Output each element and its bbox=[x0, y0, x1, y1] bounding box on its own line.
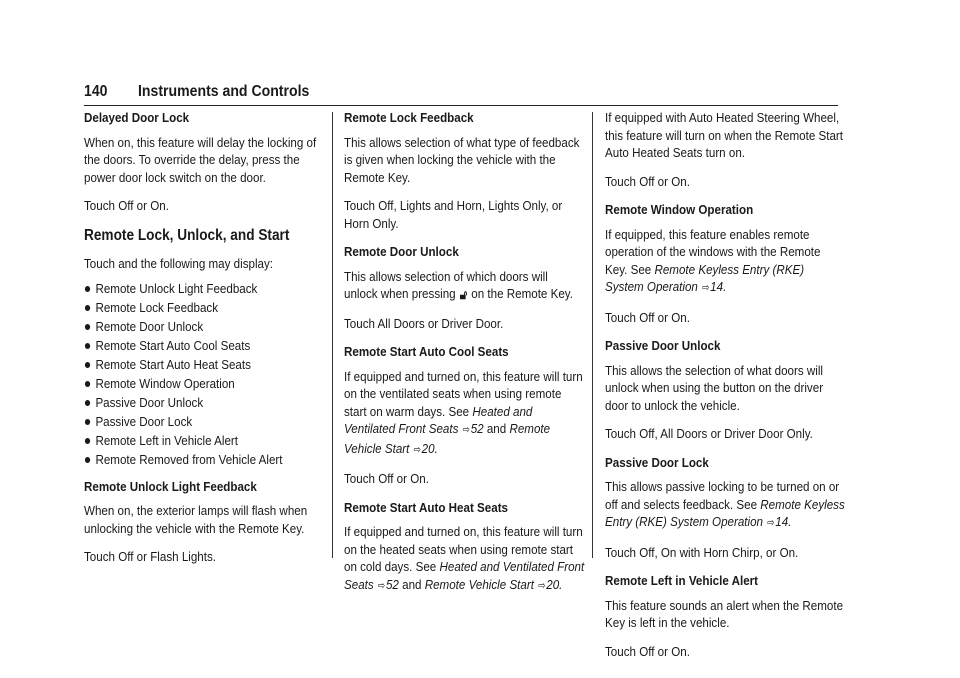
list-item: Remote Door Unlock bbox=[84, 318, 324, 336]
bullet-icon bbox=[85, 457, 90, 463]
list-item: Passive Door Lock bbox=[84, 413, 324, 431]
remote-door-unlock-heading: Remote Door Unlock bbox=[344, 244, 459, 259]
page-reference[interactable]: 52 bbox=[470, 421, 484, 436]
page-header bbox=[84, 83, 838, 106]
remote-door-unlock-body: This allows selection of which doors will unlock when pressing 🔓︎ on the Remote Key. bbox=[344, 268, 573, 302]
bullet-icon bbox=[85, 438, 90, 444]
cross-reference-link[interactable]: Heated and Ventilated Front Seats bbox=[344, 559, 585, 592]
auto-heat-seats-heading: Remote Start Auto Heat Seats bbox=[344, 499, 509, 515]
list-item: Remote Unlock Light Feedback bbox=[84, 280, 324, 298]
auto-cool-seats-body: If equipped and turned on, this feature will turn on the ventilated seats when using remote start on warm days. See Heated and Ventilated Front Seats ⇨52 and Remote Vehicle Start ⇨20. bbox=[344, 368, 583, 456]
unlock-key-icon: 🔓︎ bbox=[459, 287, 468, 302]
delayed-door-lock-heading: Delayed Door Lock bbox=[84, 110, 190, 125]
bullet-icon bbox=[85, 305, 90, 311]
bullet-icon bbox=[85, 343, 90, 349]
page-number: 140 bbox=[84, 83, 108, 100]
page-arrow-icon: ⇨ bbox=[767, 517, 775, 529]
delayed-door-lock-body: When on, this feature will delay the locking of the doors. To override the delay, press the power door lock switch on the door. bbox=[84, 134, 317, 185]
column-divider bbox=[332, 112, 333, 558]
list-item: Remote Lock Feedback bbox=[84, 299, 324, 317]
auto-cool-seats-heading: Remote Start Auto Cool Seats bbox=[344, 344, 509, 359]
page-reference[interactable]: 52 bbox=[385, 576, 399, 592]
list-item: Remote Start Auto Heat Seats bbox=[84, 356, 324, 374]
section-intro: Touch and the following may display: bbox=[84, 255, 274, 271]
remote-unlock-light-feedback-heading: Remote Unlock Light Feedback bbox=[84, 478, 257, 494]
left-in-vehicle-alert-heading: Remote Left in Vehicle Alert bbox=[605, 573, 759, 588]
list-item: Remote Removed from Vehicle Alert bbox=[84, 451, 324, 469]
list-item: Passive Door Unlock bbox=[84, 394, 324, 412]
passive-door-unlock-heading: Passive Door Unlock bbox=[605, 338, 721, 353]
cross-reference-link[interactable]: Remote Keyless Entry (RKE) System Operation bbox=[605, 261, 805, 294]
remote-lock-feedback-body: This allows selection of what type of feedback is given when locking the vehicle with the Remote Key. bbox=[344, 134, 580, 185]
page-arrow-icon: ⇨ bbox=[462, 424, 470, 436]
page-reference[interactable]: 20. bbox=[546, 576, 563, 592]
bullet-icon bbox=[85, 324, 90, 330]
cross-reference-link[interactable]: Remote Keyless Entry (RKE) System Operation bbox=[605, 496, 845, 529]
passive-door-unlock-body: This allows the selection of what doors will unlock when using the button on the driver door to unlock the vehicle. bbox=[605, 362, 824, 413]
page-reference[interactable]: 14. bbox=[775, 514, 792, 529]
heated-steering-options: Touch Off or On. bbox=[605, 173, 690, 189]
column-middle bbox=[344, 109, 584, 606]
remote-window-operation-options: Touch Off or On. bbox=[605, 309, 690, 325]
column-left bbox=[84, 109, 324, 577]
remote-unlock-light-feedback-body: When on, the exterior lamps will flash when unlocking the vehicle with the Remote Key. bbox=[84, 503, 308, 536]
cross-reference-link[interactable]: Heated and Ventilated Front Seats bbox=[344, 403, 533, 436]
left-in-vehicle-alert-body: This feature sounds an alert when the Remote Key is left in the vehicle. bbox=[605, 597, 844, 630]
page-arrow-icon: ⇨ bbox=[413, 443, 421, 456]
heated-steering-body: If equipped with Auto Heated Steering Wheel, this feature will turn on when the Remote Start Auto Heated Seats turn on. bbox=[605, 110, 844, 160]
page-arrow-icon: ⇨ bbox=[538, 579, 546, 592]
bullet-icon bbox=[85, 362, 90, 368]
cross-reference-link[interactable]: Remote Vehicle Start bbox=[344, 421, 551, 456]
remote-door-unlock-options: Touch All Doors or Driver Door. bbox=[344, 315, 504, 331]
list-item: Remote Window Operation bbox=[84, 375, 324, 393]
remote-unlock-light-feedback-options: Touch Off or Flash Lights. bbox=[84, 549, 217, 564]
delayed-door-lock-options: Touch Off or On. bbox=[84, 198, 169, 213]
remote-lock-feedback-heading: Remote Lock Feedback bbox=[344, 110, 474, 125]
column-right bbox=[605, 109, 845, 671]
page-arrow-icon: ⇨ bbox=[377, 579, 386, 592]
auto-cool-seats-options: Touch Off or On. bbox=[344, 471, 429, 486]
remote-window-operation-body: If equipped, this feature enables remote operation of the windows with the Remote Key. See Remote Keyless Entry (RKE) System Operation ⇨14. bbox=[605, 226, 821, 294]
list-item: Remote Left in Vehicle Alert bbox=[84, 432, 324, 450]
bullet-icon bbox=[85, 419, 90, 425]
page-reference[interactable]: 20. bbox=[421, 440, 438, 456]
chapter-title: Instruments and Controls bbox=[138, 83, 310, 100]
column-divider bbox=[592, 112, 593, 558]
auto-heat-seats-body: If equipped and turned on, this feature will turn on the heated seats when using remote start on cold days. See Heated and Ventilated Front Seats ⇨52 and Remote Vehicle Start ⇨20. bbox=[344, 524, 585, 592]
page-reference[interactable]: 14. bbox=[710, 279, 727, 294]
section-heading: Remote Lock, Unlock, and Start bbox=[84, 226, 290, 244]
feature-list bbox=[84, 280, 324, 469]
bullet-icon bbox=[85, 286, 90, 292]
remote-window-operation-heading: Remote Window Operation bbox=[605, 202, 754, 217]
page-arrow-icon: ⇨ bbox=[701, 282, 710, 294]
bullet-icon bbox=[85, 400, 90, 406]
passive-door-lock-options: Touch Off, On with Horn Chirp, or On. bbox=[605, 544, 799, 560]
cross-reference-link[interactable]: Remote Vehicle Start bbox=[424, 576, 534, 592]
bullet-icon bbox=[85, 381, 90, 387]
passive-door-lock-body: This allows passive locking to be turned on or off and selects feedback. See Remote Keyless Entry (RKE) System Operation ⇨14. bbox=[605, 479, 845, 529]
list-item: Remote Start Auto Cool Seats bbox=[84, 337, 324, 355]
passive-door-unlock-options: Touch Off, All Doors or Driver Door Only. bbox=[605, 426, 813, 441]
passive-door-lock-heading: Passive Door Lock bbox=[605, 454, 709, 470]
remote-lock-feedback-options: Touch Off, Lights and Horn, Lights Only, or Horn Only. bbox=[344, 198, 563, 231]
left-in-vehicle-alert-options: Touch Off or On. bbox=[605, 643, 690, 659]
